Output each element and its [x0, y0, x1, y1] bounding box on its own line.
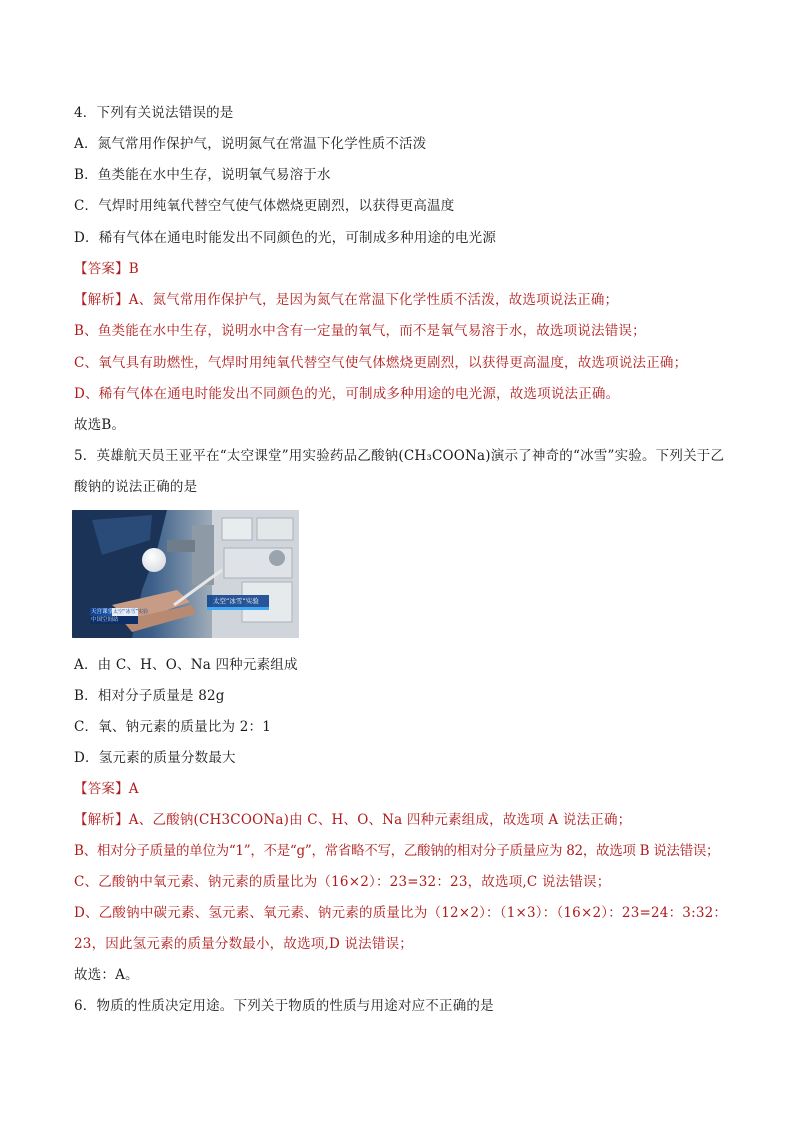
q4-option-b: B．鱼类能在水中生存，说明氧气易溶于水 [74, 167, 331, 183]
q4-analysis-line: B、鱼类能在水中生存，说明水中含有一定量的氧气，而不是氧气易溶于水，故选项说法错误； [74, 323, 646, 339]
photo-caption-left-c: 中国空间站 [91, 617, 119, 623]
photo-caption-left-a: 天宫课堂 [91, 609, 114, 615]
photo-caption-right: 太空“冰雪”实验 [213, 597, 259, 605]
q5-analysis-line: 23，因此氢元素的质量分数最小，故选项,D 说法错误； [74, 936, 413, 952]
q5-option-c: C．氧、钠元素的质量比为 2：1 [74, 719, 271, 735]
q5-option-d: D．氢元素的质量分数最大 [74, 750, 236, 766]
q5-stem-line2: 酸钠的说法正确的是 [74, 479, 198, 495]
space-classroom-photo [72, 510, 299, 638]
q5-answer: 【答案】A [74, 781, 139, 797]
q5-option-a: A．由 C、H、O、Na 四种元素组成 [74, 657, 298, 673]
q5-stem-line1: 5．英雄航天员王亚平在“太空课堂”用实验药品乙酸钠(CH₃COONa)演示了神奇的“冰雪”实验。下列关于乙 [74, 448, 725, 464]
q4-answer: 【答案】B [74, 261, 139, 277]
q4-stem: 4．下列有关说法错误的是 [74, 105, 234, 121]
q5-analysis-line: 【解析】A、乙酸钠(CH3COONa)由 C、H、O、Na 四种元素组成，故选项 A 说法正确； [74, 812, 632, 828]
q4-option-a: A．氮气常用作保护气，说明氮气在常温下化学性质不活泼 [74, 136, 427, 152]
q4-analysis-line: 【解析】A、氮气常用作保护气，是因为氮气在常温下化学性质不活泼，故选项说法正确； [74, 292, 619, 308]
q4-option-c: C．气焊时用纯氧代替空气使气体燃烧更剧烈，以获得更高温度 [74, 198, 455, 214]
q4-conclusion: 故选B。 [74, 417, 126, 433]
q6-stem: 6．物质的性质决定用途。下列关于物质的性质与用途对应不正确的是 [74, 998, 494, 1014]
q5-analysis-line: B、相对分子质量的单位为“1”，不是“g”，常省略不写，乙酸钠的相对分子质量应为 82，故选项 B 说法错误； [74, 843, 720, 859]
photo-caption-left-b: 太空“冰雪”实验 [113, 609, 149, 615]
q5-analysis-line: D、乙酸钠中碳元素、氢元素、氧元素、钠元素的质量比为（12×2）：（1×3）：（16×2）：23=24：3:32： [74, 905, 728, 921]
q5-option-b: B．相对分子质量是 82g [74, 688, 225, 704]
q4-analysis-line: D、稀有气体在通电时能发出不同颜色的光，可制成多种用途的电光源，故选项说法正确。 [74, 386, 620, 402]
q5-analysis-line: C、乙酸钠中氧元素、钠元素的质量比为（16×2）：23=32：23，故选项,C 说法错误； [74, 874, 611, 890]
q4-option-d: D．稀有气体在通电时能发出不同颜色的光，可制成多种用途的电光源 [74, 230, 497, 246]
q5-conclusion: 故选：A。 [74, 967, 139, 983]
q4-analysis-line: C、氧气具有助燃性，气焊时用纯氧代替空气使气体燃烧更剧烈，以获得更高温度，故选项说法正确； [74, 355, 688, 371]
